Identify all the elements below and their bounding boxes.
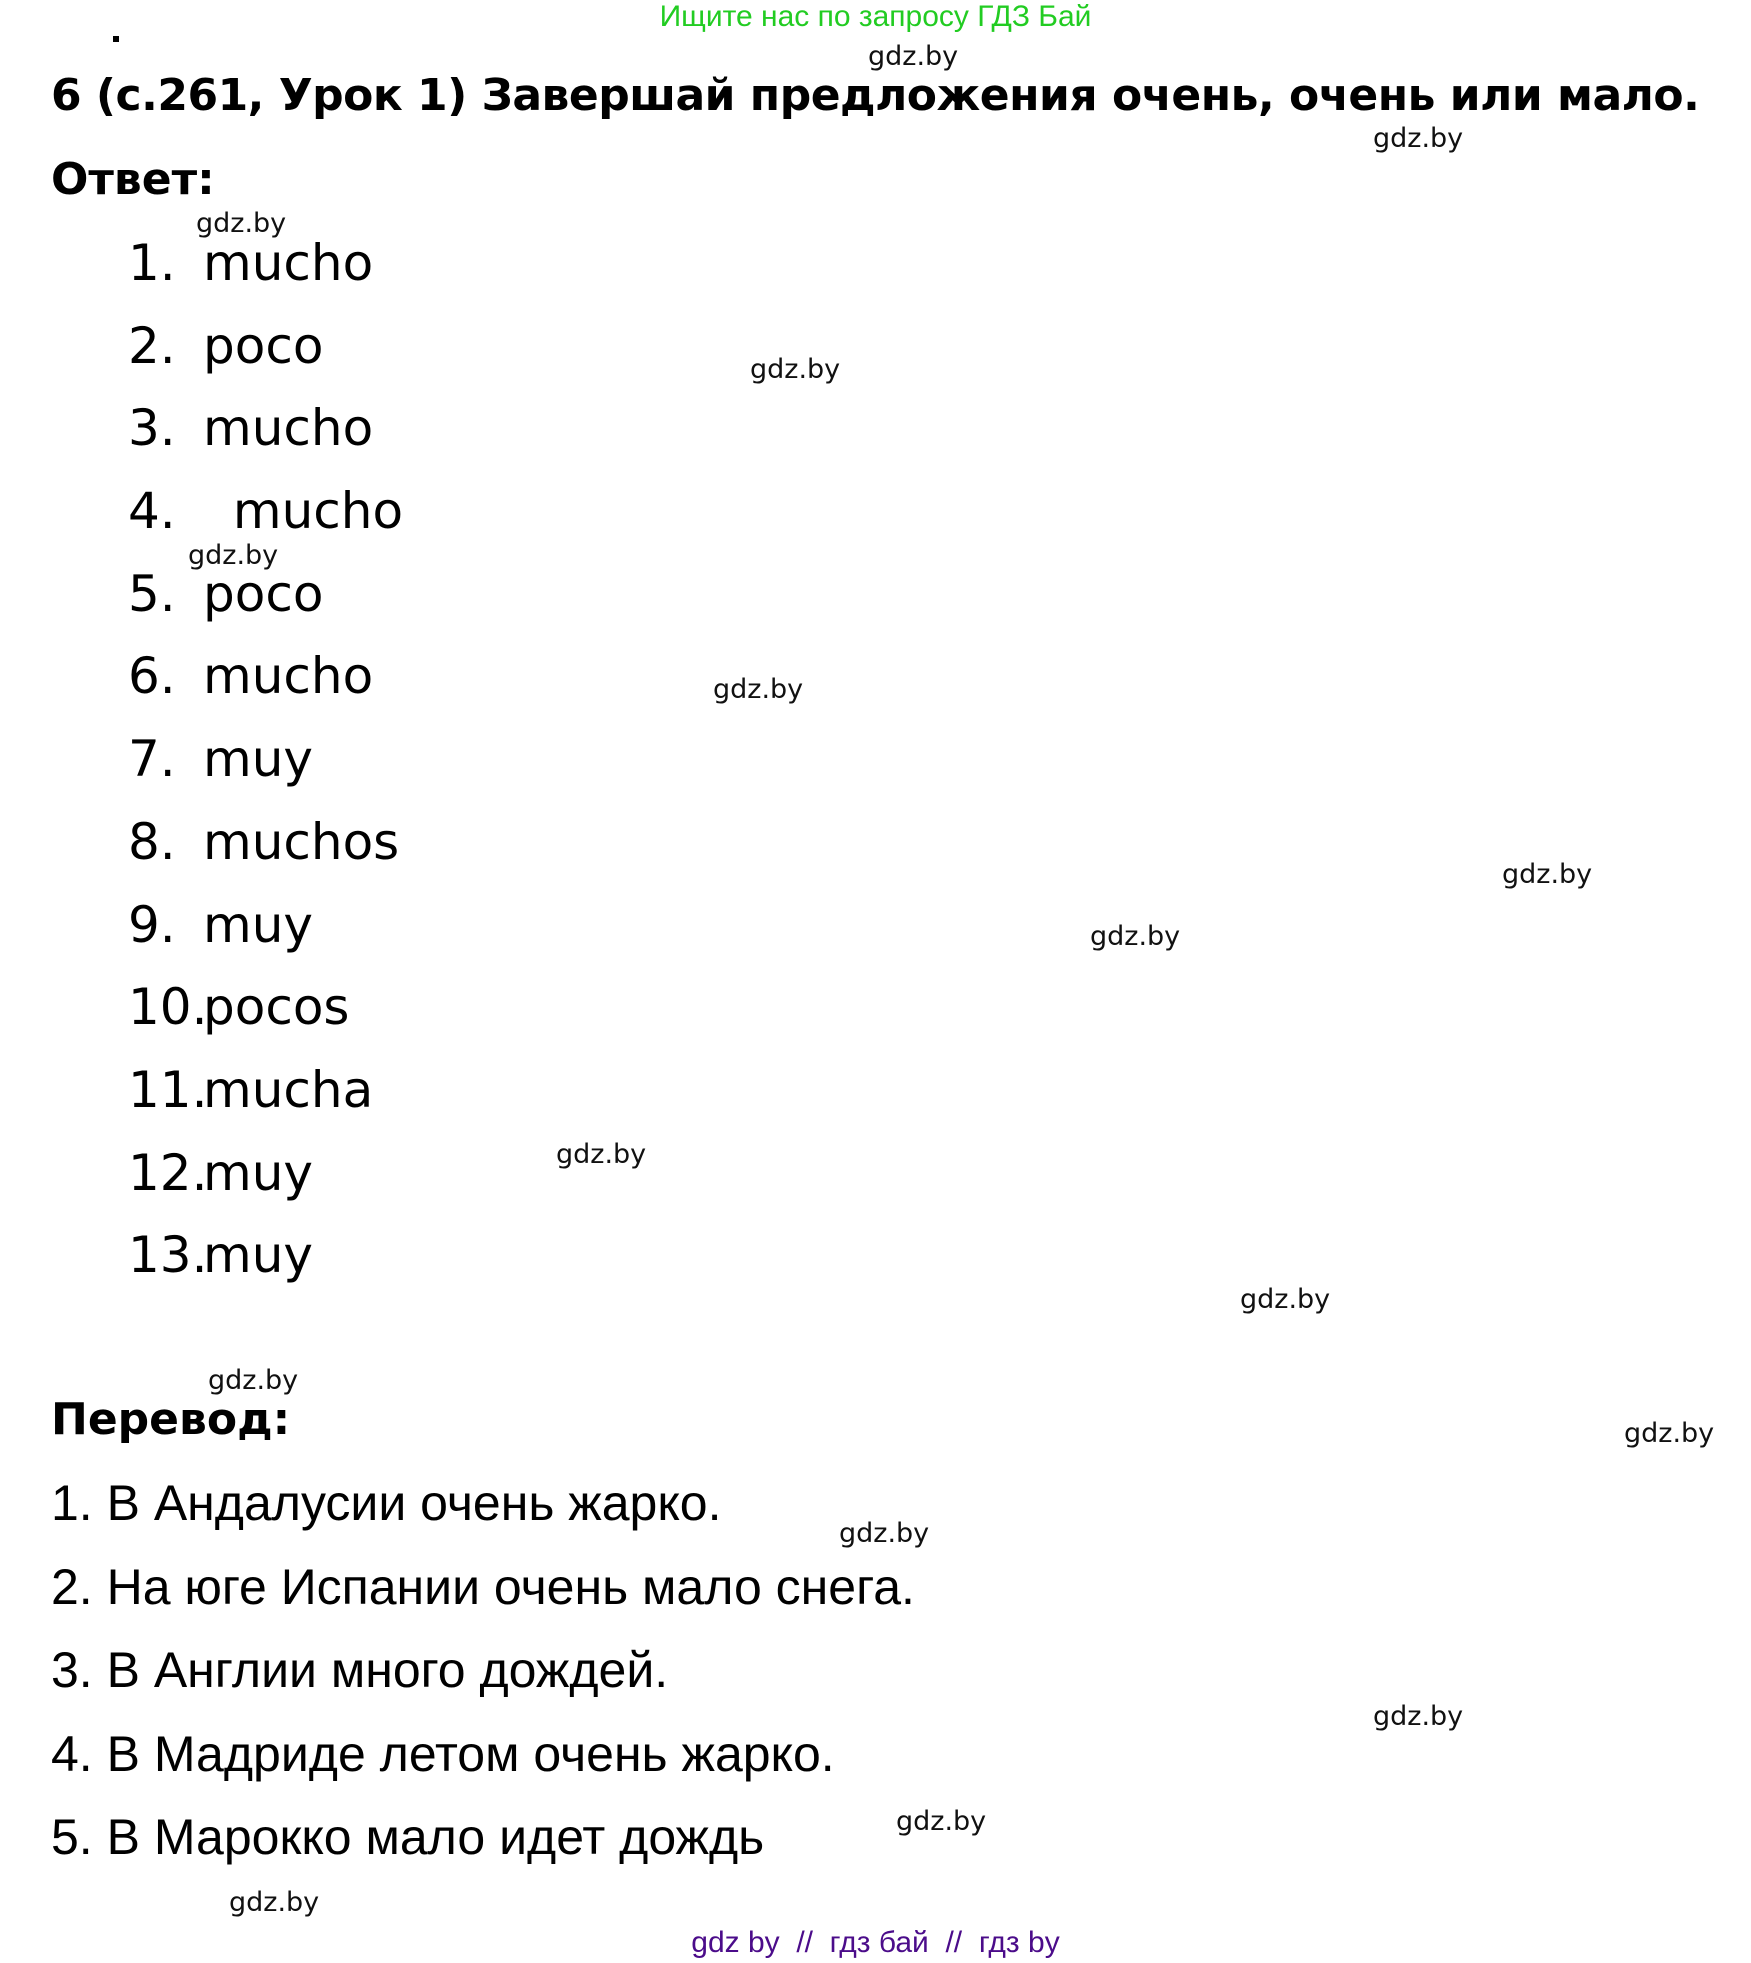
list-item [128, 559, 403, 642]
list-item [128, 641, 403, 724]
watermark: gdz.by [1373, 1701, 1464, 1732]
list-item [128, 1055, 403, 1138]
item-text: mucho [203, 399, 374, 458]
item-number: 1. [128, 234, 176, 292]
item-number: 5. [128, 564, 176, 623]
answer-list [128, 228, 403, 1303]
item-number: 12. [128, 1143, 208, 1202]
item-number: 8. [128, 812, 176, 871]
translation-item: 5. В Марокко мало идет дождь [51, 1809, 765, 1865]
translation-item: 4. В Мадриде летом очень жарко. [51, 1725, 835, 1782]
watermark: gdz.by [556, 1139, 647, 1170]
item-text: mucho [217, 482, 404, 541]
item-text: mucho [203, 234, 374, 292]
watermark: gdz.by [208, 1365, 299, 1396]
item-text: muy [203, 1143, 313, 1202]
footer-links: gdz by // гдз бай // гдз by [691, 1926, 1060, 1959]
item-number: 11. [128, 1060, 208, 1119]
search-promo-banner: Ищите нас по запросу ГДЗ Бай [659, 0, 1092, 33]
item-text: mucho [203, 647, 374, 706]
watermark: gdz.by [188, 540, 279, 571]
watermark: gdz.by [713, 674, 804, 705]
watermark: gdz.by [839, 1518, 930, 1549]
item-text: muchos [203, 812, 400, 871]
item-text: muy [203, 730, 313, 789]
item-number: 6. [128, 647, 176, 706]
item-number: 9. [128, 895, 176, 954]
item-text: pocos [203, 978, 350, 1037]
list-item [128, 724, 403, 807]
exercise-title: 6 (с.261, Урок 1) Завершай предложения очень, очень или мало. [51, 70, 1700, 121]
watermark: gdz.by [1090, 921, 1181, 952]
item-number: 13. [128, 1226, 208, 1285]
list-item [128, 393, 403, 476]
watermark: gdz.by [1373, 123, 1464, 154]
watermark: gdz.by [1502, 859, 1593, 890]
item-text: poco [203, 316, 324, 375]
watermark: gdz.by [229, 1887, 320, 1918]
item-number: 3. [128, 399, 176, 458]
translation-item: 1. В Андалусии очень жарко. [51, 1475, 722, 1531]
watermark: gdz.by [1240, 1284, 1331, 1315]
translation-heading: Перевод: [51, 1394, 291, 1445]
stray-dot [113, 36, 119, 42]
item-number: 2. [128, 316, 176, 375]
item-text: mucha [203, 1060, 374, 1119]
item-text: muy [203, 1226, 313, 1285]
watermark: gdz.by [868, 41, 959, 72]
list-item [128, 890, 403, 973]
watermark: gdz.by [196, 208, 287, 239]
item-text: muy [203, 895, 313, 954]
item-number: 4. [128, 482, 176, 541]
list-item [128, 972, 403, 1055]
translation-item: 2. На юге Испании очень мало снега. [51, 1558, 915, 1615]
translation-list [51, 1468, 915, 1886]
list-item [128, 807, 403, 890]
list-item [128, 311, 403, 394]
watermark: gdz.by [896, 1806, 987, 1837]
item-number: 10. [128, 978, 208, 1037]
list-item [128, 1220, 403, 1303]
translation-item: 3. В Англии много дождей. [51, 1642, 669, 1698]
watermark: gdz.by [750, 354, 841, 385]
list-item [128, 228, 403, 311]
item-number: 7. [128, 730, 176, 789]
watermark: gdz.by [1624, 1418, 1715, 1449]
item-text: poco [203, 564, 324, 623]
list-item [128, 1138, 403, 1221]
answer-heading: Ответ: [51, 154, 215, 205]
